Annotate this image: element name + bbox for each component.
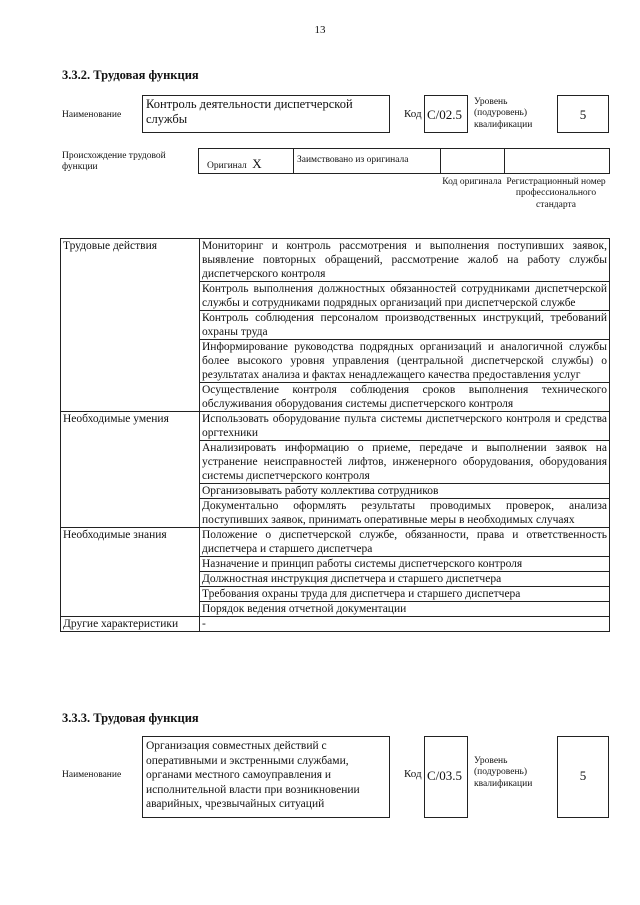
row-item: Контроль выполнения должностных обязанностей сотрудниками диспетчерской службы и сотрудниками подрядных организаций при диспетчерской службе [200,282,610,311]
row-item: Осуществление контроля соблюдения сроков выполнения технического обслуживания оборудования системы диспетчерского контроля [200,383,610,412]
section-heading-332: 3.3.2. Трудовая функция [62,68,199,82]
name-label-2: Наименование [62,770,122,780]
row-item: Требования охраны труда для диспетчера и старшего диспетчера [200,587,610,602]
level-label-2: Уровень (подуровень) квалификации [474,756,533,789]
level-box-2 [557,736,609,818]
row-label: Другие характеристики [61,617,200,632]
row-item: Положение о диспетчерской службе, обязанности, права и ответственность диспетчера и старшего диспетчера [200,528,610,557]
row-item: Информирование руководства подрядных организаций и аналогичной службы более высокого уровня управления (центральной диспетчерской службы) о результатах анализа и фактах ненадлежащего качества предоставления услуг [200,340,610,383]
row-item: Использовать оборудование пульта системы диспетчерского контроля и средства оргтехники [200,412,610,441]
origin-table [198,148,610,174]
row-item: Анализировать информацию о приеме, передаче и выполнении заявок на устранение неисправностей лифтов, инженерного оборудования, оборудования системы диспетчерского контроля [200,441,610,484]
code-box-2 [424,736,468,818]
level-label: Уровень (подуровень) квалификации [474,97,533,130]
table-row [61,617,610,632]
original-mark: X [252,156,262,171]
function-name-box-2 [142,736,390,818]
code-label-2: Код [404,768,422,780]
table-row [61,412,610,441]
row-item: Организовывать работу коллектива сотрудников [200,484,610,499]
section-heading-333: 3.3.3. Трудовая функция [62,711,199,725]
row-label: Необходимые умения [61,412,200,528]
table-row [61,528,610,557]
function-name-box [142,95,390,133]
origin-label: Происхождение трудовой функции [62,151,166,173]
code-value: C/02.5 [427,107,463,122]
function-name: Контроль деятельности диспетчерской службы [146,97,353,126]
name-label: Наименование [62,110,122,120]
code-box [424,95,468,133]
borrowed-label: Заимствовано из оригинала [297,155,409,165]
row-label: Необходимые знания [61,528,200,617]
row-item: Назначение и принцип работы системы диспетчерского контроля [200,557,610,572]
row-item: Порядок ведения отчетной документации [200,602,610,617]
row-item: Должностная инструкция диспетчера и старшего диспетчера [200,572,610,587]
level-box [557,95,609,133]
row-label: Трудовые действия [61,239,200,412]
code-original-label: Код оригинала [442,177,502,187]
row-item: - [200,617,610,632]
row-item: Документально оформлять результаты проводимых проверок, анализа поступивших заявок, принимать оперативные меры в необходимых случаях [200,499,610,528]
table-row [61,239,610,282]
code-label: Код [404,108,422,120]
level-value: 5 [579,107,587,122]
function-name-2: Организация совместных действий с оперативными и экстренными службами, органами местного самоуправления и исполнительной власти при возникновении аварийных, чрезвычайных ситуаций [146,740,360,810]
labor-functions-table [60,238,610,632]
reg-number-label: Регистрационный номер профессионального стандарта [506,177,606,210]
row-item: Мониторинг и контроль рассмотрения и выполнения поступивших заявок, выявление повторных обращений, рассмотрение жалоб на работу службы диспетчерского контроля [200,239,610,282]
code-value-2: C/03.5 [427,768,463,783]
original-label: Оригинал [207,161,247,171]
row-item: Контроль соблюдения персоналом производственных инструкций, требований охраны труда [200,311,610,340]
level-value-2: 5 [579,768,587,783]
page-number: 13 [314,24,326,36]
